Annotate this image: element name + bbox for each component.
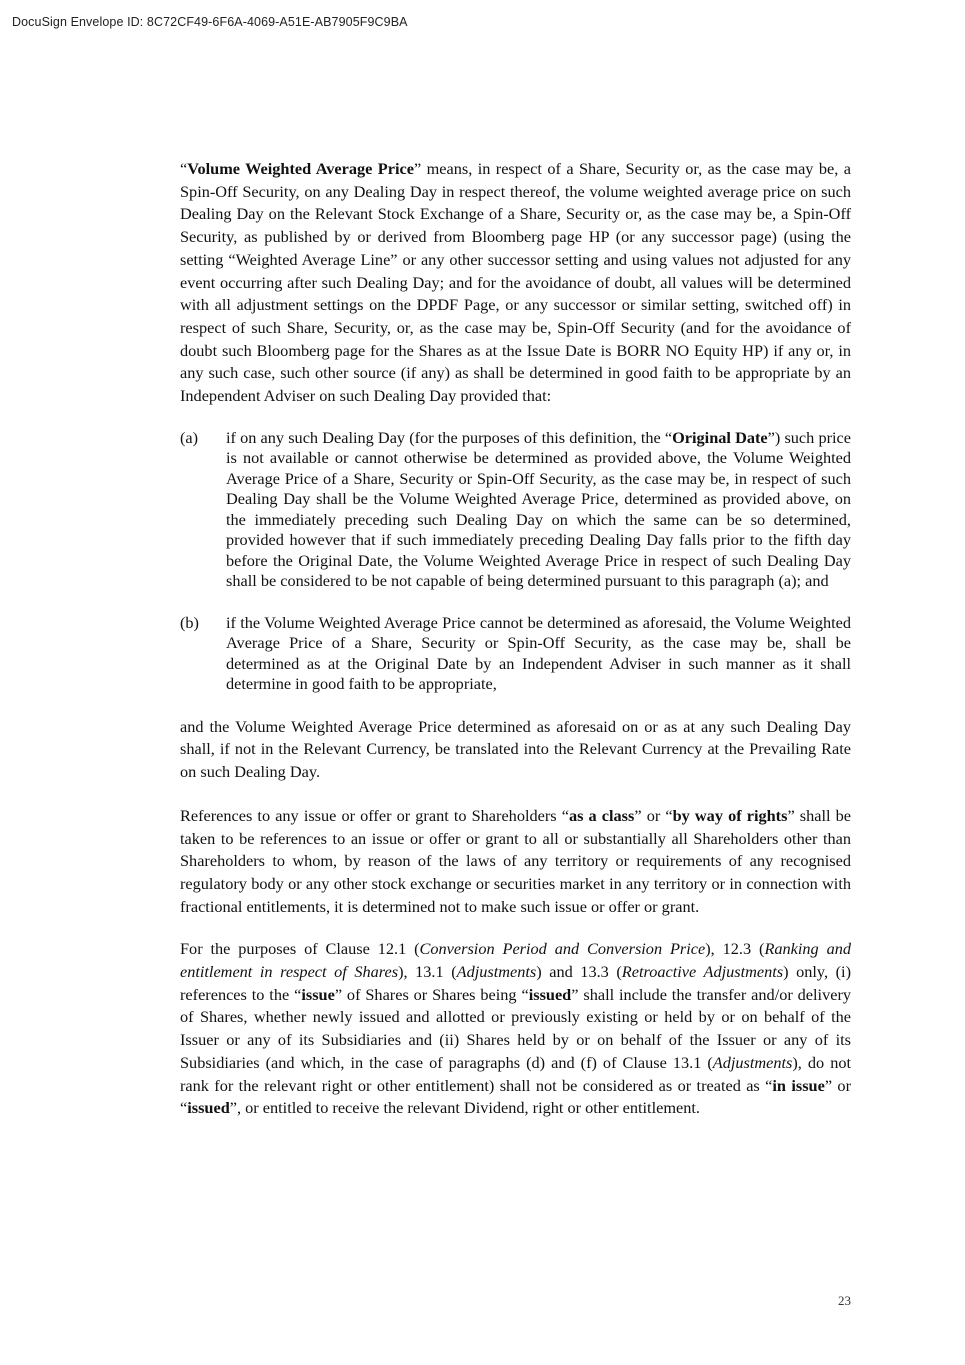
text-span: References to any issue or offer or grant to Shareholders “: [180, 805, 569, 825]
text-span: ), 12.3 (: [705, 939, 765, 959]
text-span: ” shall include the transfer and/or delivery of Shares, whether newly issued and allotted or previously existing or held by or on behalf of the Issuer or any of its Subsidiaries and (ii) Shares held by or on behalf of the Issuer or any of its Subsidiaries (and which, in the case of paragraphs (d) and (f) of Clause 13.1 (: [180, 984, 852, 1072]
text-span: ” or “: [634, 805, 673, 825]
defined-term-vwap: Volume Weighted Average Price: [187, 159, 414, 178]
text-span: ” shall be taken to be references to an issue or offer or grant to all or substantially all Shareholders other than Shareholders to whom, by reason of the laws of any territory or requirements of any recognised regulatory body or any other stock exchange or securities market in any territory or in connection with fractional entitlements, it is determined not to make such issue or offer or grant.: [180, 805, 852, 916]
clause-title-italic: Adjustments: [456, 962, 537, 982]
docusign-envelope-id: DocuSign Envelope ID: 8C72CF49-6F6A-4069-A51E-AB7905F9C9BA: [12, 15, 408, 29]
text-span: ), 13.1 (: [398, 962, 457, 982]
defined-term-original-date: Original Date: [672, 427, 768, 447]
list-item-label: (a): [180, 427, 199, 447]
clause-title-italic: Adjustments: [712, 1052, 793, 1072]
text-span: ) only, (i) references to the “: [180, 962, 851, 1004]
document-body: [180, 158, 851, 1120]
defined-term-in-issue: in issue: [772, 1075, 825, 1095]
purposes-paragraph: [180, 938, 851, 1120]
page-number: 23: [838, 1293, 851, 1308]
item-a-text-before: if on any such Dealing Day (for the purposes of this definition, the “: [226, 427, 673, 447]
defined-term-by-way-of-rights: by way of rights: [672, 805, 788, 825]
vwap-definition-paragraph: [180, 158, 851, 408]
text-span: ” of Shares or Shares being “: [334, 984, 529, 1004]
item-a-text-after: ”) such price is not available or cannot otherwise be determined as provided above, the Volume Weighted Average Price of a Share, Security or Spin-Off Security, as the case may be, in respect of such Dealing Day shall be the Volume Weighted Average Price, determined as provided above, on the immediately preceding such Dealing Day on which the same can be so determined, provided however that if such immediately preceding Dealing Day falls prior to the fifth day before the Original Date, the Volume Weighted Average Price in respect of such Dealing Day shall be considered to be not capable of being determined pursuant to this paragraph (a); and: [226, 427, 851, 591]
open-quote: “: [180, 159, 188, 178]
clause-title-italic: Retroactive Adjustments: [621, 962, 784, 982]
closing-paragraph: and the Volume Weighted Average Price determined as aforesaid on or as at any such Dealing Day shall, if not in the Relevant Currency, be translated into the Relevant Currency at the Prevailing Rate on such Dealing Day.: [180, 716, 851, 782]
definition-text: ” means, in respect of a Share, Security or, as the case may be, a Spin-Off Security, on any Dealing Day in respect thereof, the volume weighted average price on such Dealing Day on the Relevant Stock Exchange of a Share, Security or, as the case may be, a Spin-Off Security, as published by or derived from Bloomberg page HP (or any successor page) (using the setting “Weighted Average Line” or any other successor setting and using values not adjusted for any event occurring after such Dealing Day; and for the avoidance of doubt, all values will be determined with all adjustment settings on the DPDF Page, or any successor or similar setting, switched off) in respect of such Share, Security, or, as the case may be, Spin-Off Security (and for the avoidance of doubt such Bloomberg page for the Shares as at the Issue Date is BORR NO Equity HP) if any or, in any such case, such other source (if any) as shall be determined in good faith to be appropriate by an Independent Adviser on such Dealing Day provided that:: [180, 159, 851, 406]
defined-term-as-a-class: as a class: [568, 805, 635, 825]
defined-term-issued: issued: [187, 1098, 230, 1118]
defined-term-issued: issued: [528, 984, 572, 1004]
text-span: ) and 13.3 (: [536, 962, 622, 982]
text-span: ), do not rank for the relevant right or other entitlement) shall not be considered as or treated as “: [180, 1052, 852, 1095]
list-item-b: [180, 613, 851, 695]
defined-term-issue: issue: [301, 984, 335, 1004]
text-span: For the purposes of Clause 12.1 (: [180, 939, 420, 959]
clause-title-italic: Ranking and entitlement in respect of Shares: [180, 939, 852, 982]
text-span: ”, or entitled to receive the relevant Dividend, right or other entitlement.: [229, 1098, 700, 1118]
clause-title-italic: Conversion Period and Conversion Price: [419, 939, 706, 959]
list-item-a: [180, 428, 851, 592]
list-item-text: [226, 428, 851, 592]
references-paragraph: [180, 805, 851, 919]
text-span: ” or “: [180, 1075, 851, 1118]
list-item-text: if the Volume Weighted Average Price cannot be determined as aforesaid, the Volume Weighted Average Price of a Share, Security or Spin-Off Security, as the case may be, shall be determined as at the Original Date by an Independent Adviser in such manner as it shall determine in good faith to be appropriate,: [226, 612, 851, 694]
list-item-label: (b): [180, 612, 199, 632]
